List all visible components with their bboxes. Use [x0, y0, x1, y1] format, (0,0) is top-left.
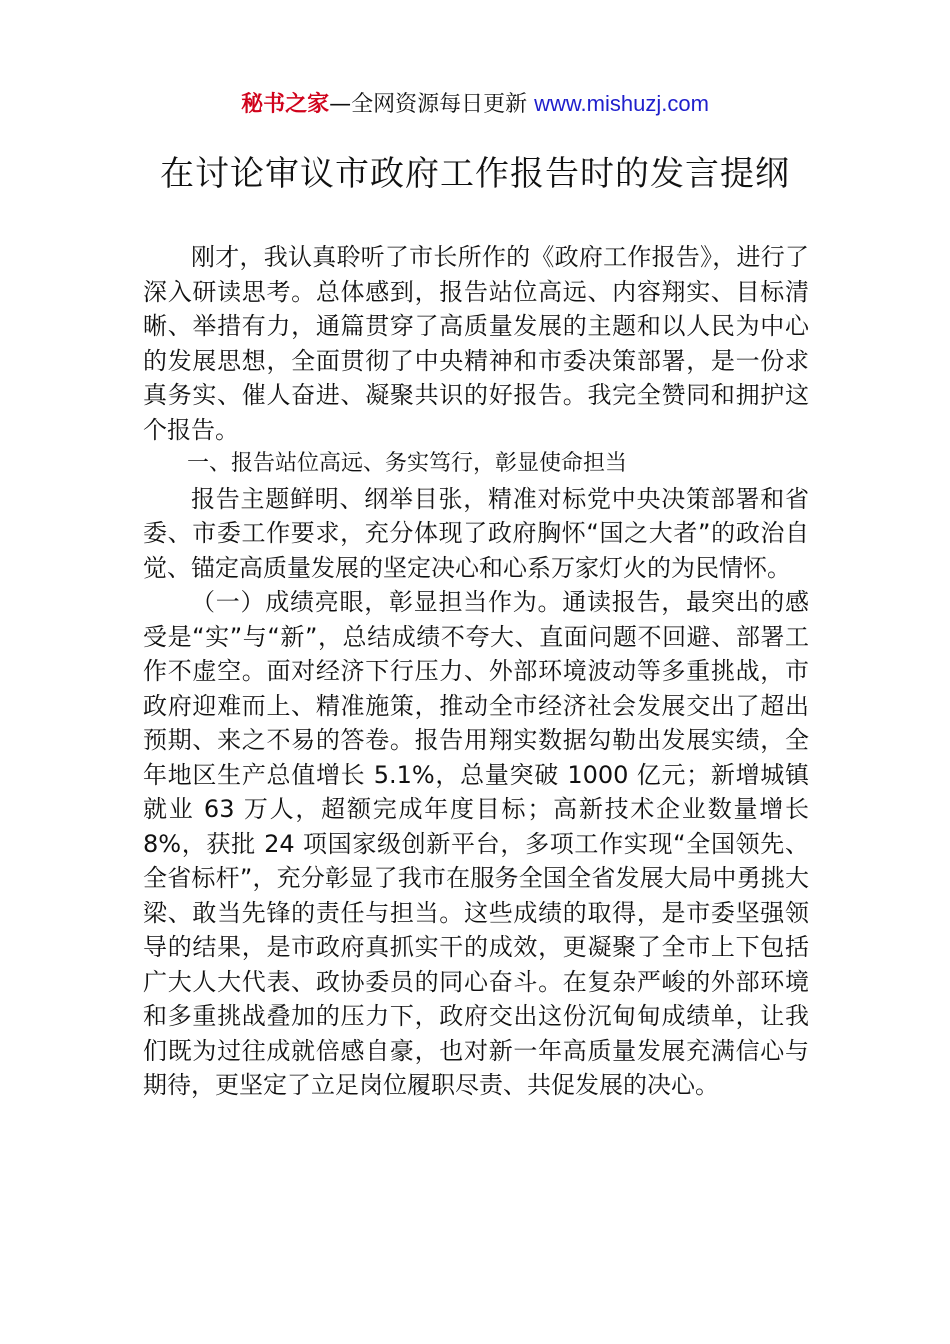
document-title: 在讨论审议市政府工作报告时的发言提纲 [160, 154, 790, 194]
document-body [143, 240, 809, 1103]
intro-paragraph: 刚才，我认真聆听了市长所作的《政府工作报告》，进行了深入研读思考。总体感到，报告站位高远、内容翔实、目标清晰、举措有力，通篇贯穿了高质量发展的主题和以人民为中心的发展思想，全面贯彻了中央精神和市委决策部署，是一份求真务实、催人奋进、凝聚共识的好报告。我完全赞同和拥护这个报告。 [143, 243, 809, 444]
achievements-paragraph: （一）成绩亮眼，彰显担当作为。通读报告，最突出的感受是“实”与“新”，总结成绩不夸大、直面问题不回避、部署工作不虚空。面对经济下行压力、外部环境波动等多重挑战，市政府迎难而上、精准施策，推动全市经济社会发展交出了超出预期、来之不易的答卷。报告用翔实数据勾勒出发展实绩，全年地区生产总值增长 5.1%，总量突破 1000 亿元；新增城镇就业 63 万人，超额完成年度目标；高新技术企业数量增长 8%，获批 24 项国家级创新平台，多项工作实现“全国领先、全省标杆”，充分彰显了我市在服务全国全省发展大局中勇挑大梁、敢当先锋的责任与担当。这些成绩的取得，是市委坚强领导的结果，是市政府真抓实干的成效，更凝聚了全市上下包括广大人大代表、政协委员的同心奋斗。在复杂严峻的外部环境和多重挑战叠加的压力下，政府交出这份沉甸甸成绩单，让我们既为过往成就倍感自豪，也对新一年高质量发展充满信心与期待，更坚定了立足岗位履职尽责、共促发展的决心。 [143, 588, 809, 1099]
site-header [0, 88, 950, 121]
brand-name: 秘书之家 [241, 92, 330, 117]
section-summary-paragraph: 报告主题鲜明、纲举目张，精准对标党中央决策部署和省委、市委工作要求，充分体现了政府胸怀“国之大者”的政治自觉、锚定高质量发展的坚定决心和心系万家灯火的为民情怀。 [143, 484, 809, 582]
header-tagline: —全网资源每日更新 [329, 92, 535, 117]
section-heading: 一、报告站位高远、务实笃行，彰显使命担当 [187, 451, 628, 476]
site-url-link[interactable]: www.mishuzj.com [534, 91, 709, 116]
